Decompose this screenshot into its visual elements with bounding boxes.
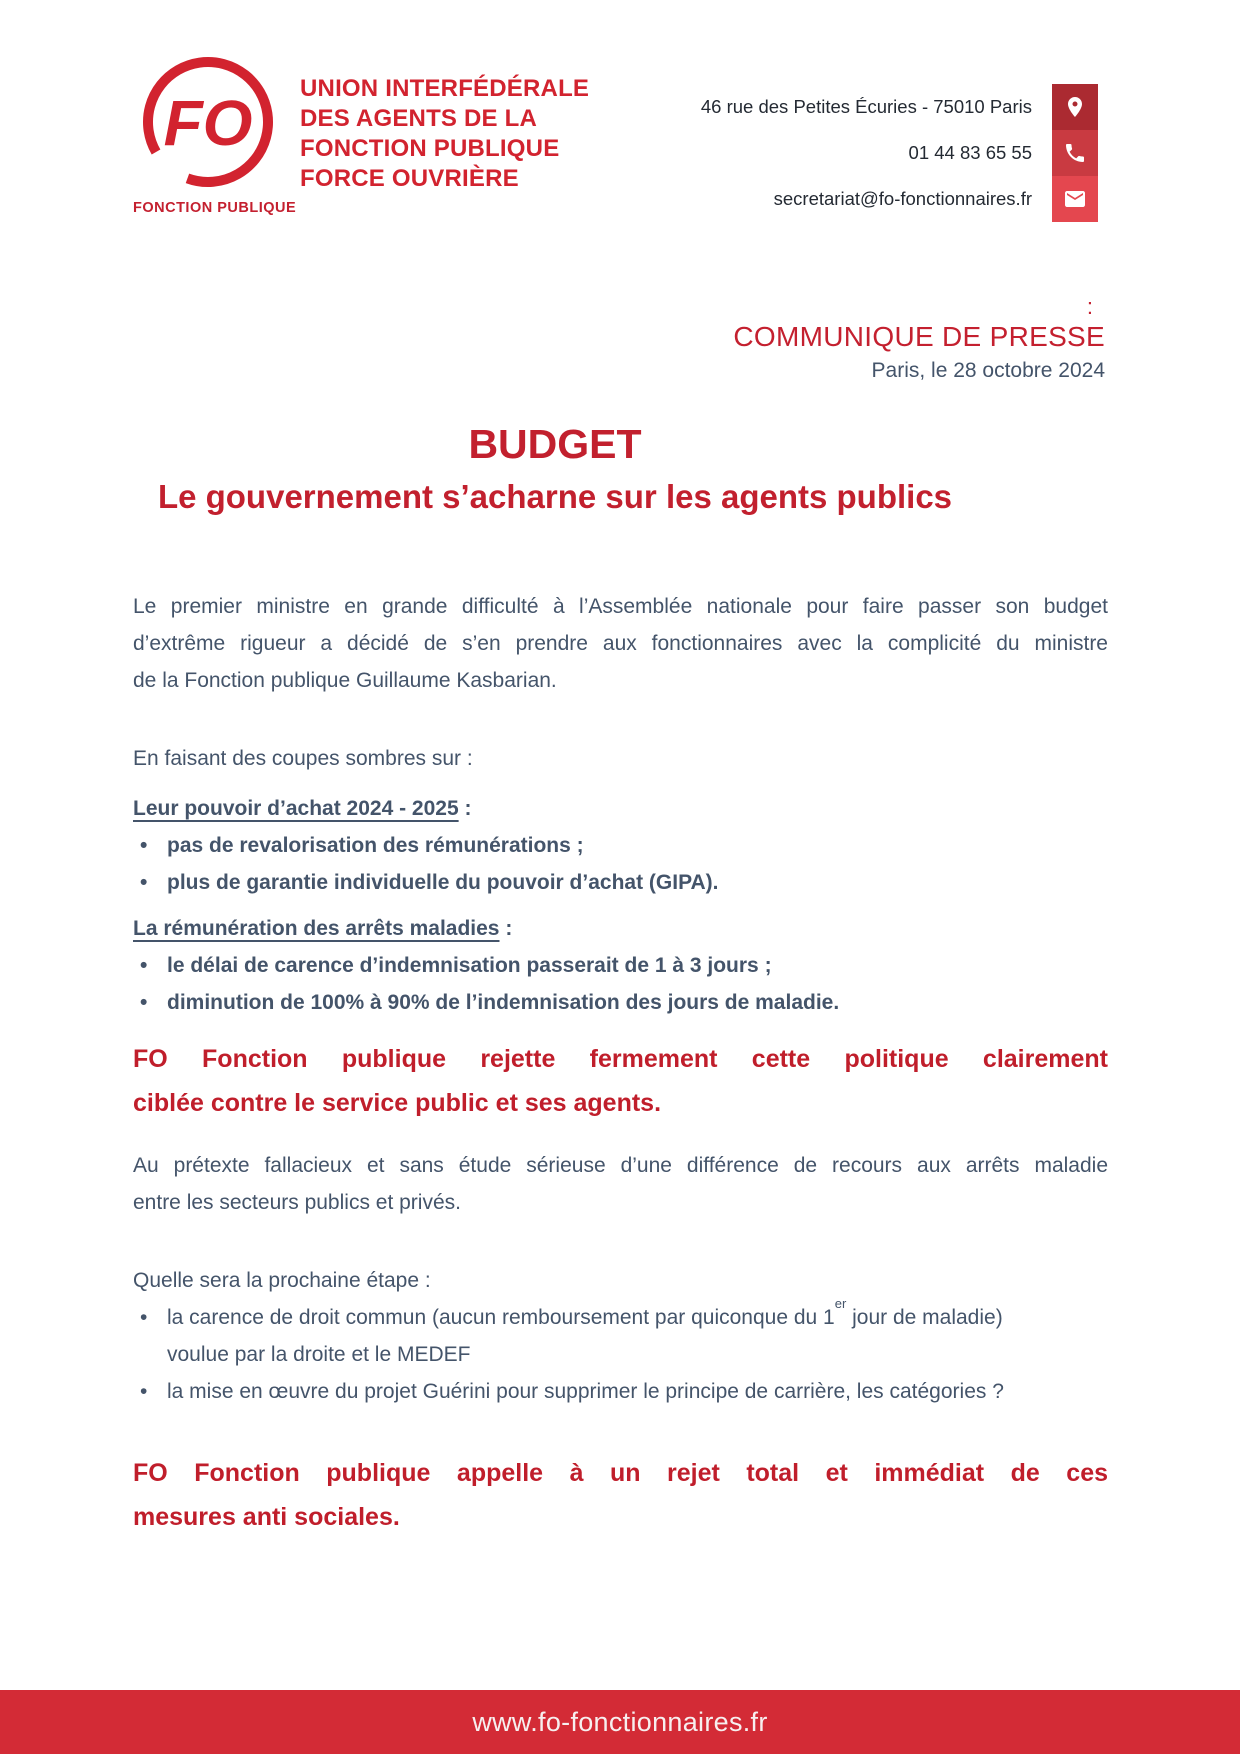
pretext-paragraph (133, 1147, 1108, 1221)
contact-row-email (701, 176, 1098, 222)
statement-reject (133, 1037, 1108, 1125)
bullet-item: • diminution de 100% à 90% de l’indemnisation des jours de maladie. (133, 984, 1108, 1021)
headline-budget: BUDGET (468, 421, 642, 467)
press-dateline: Paris, le 28 octobre 2024 (871, 359, 1105, 382)
headline-subtitle: Le gouvernement s’acharne sur les agents publics (157, 478, 953, 515)
statement-line: FO Fonction publique appelle à un rejet total et immédiat de ces (133, 1459, 1108, 1487)
phone-text: 01 44 83 65 55 (908, 142, 1032, 163)
contact-row-phone (701, 130, 1098, 176)
bullet-dot: • (140, 954, 148, 977)
bullet-item (133, 1296, 1108, 1336)
paragraph-line: Au prétexte fallacieux et sans étude sérieuse d’une différence de recours aux arrêts maladie (133, 1154, 1108, 1177)
statement-line: mesures anti sociales. (133, 1503, 400, 1531)
bullet-dot: • (140, 991, 148, 1014)
org-line: DES AGENTS DE LA (300, 105, 538, 132)
headline-block (133, 420, 977, 518)
footer-bar (0, 1690, 1240, 1754)
section-heading-pouvoir-achat: Leur pouvoir d’achat 2024 - 2025 : (133, 797, 472, 820)
contact-row-address (701, 84, 1098, 130)
bullet-continuation: voulue par la droite et le MEDEF (167, 1343, 471, 1366)
cuts-intro: En faisant des coupes sombres sur : (133, 747, 473, 770)
phone-icon (1052, 130, 1098, 176)
statement-line: ciblée contre le service public et ses agents. (133, 1089, 662, 1117)
statement-line: FO Fonction publique rejette fermement cette politique clairement (133, 1045, 1108, 1073)
footer-url: www.fo-fonctionnaires.fr (472, 1706, 768, 1737)
org-name-block (300, 74, 589, 194)
org-line: FORCE OUVRIÈRE (300, 165, 519, 192)
statement-appeal (133, 1451, 1108, 1539)
superscript-er: er (834, 1296, 847, 1311)
bullet-text: la carence de droit commun (aucun remboursement par quiconque du 1er jour de maladie) (167, 1296, 1003, 1329)
contact-block (701, 84, 1098, 222)
org-line: UNION INTERFÉDÉRALE (300, 75, 590, 102)
location-pin-icon (1052, 84, 1098, 130)
fo-logo-circle-icon (137, 52, 279, 194)
email-text: secretariat@fo-fonctionnaires.fr (773, 188, 1032, 209)
bullet-item: • plus de garantie individuelle du pouvoir d’achat (GIPA). (133, 864, 1108, 901)
intro-paragraph (133, 588, 1108, 699)
paragraph-line: entre les secteurs publics et privés. (133, 1191, 461, 1214)
address-text: 46 rue des Petites Écuries - 75010 Paris (700, 96, 1032, 117)
section-heading-arrets-maladies: La rémunération des arrêts maladies : (133, 917, 513, 940)
bullet-dot: • (140, 1380, 148, 1403)
paragraph-line: de la Fonction publique Guillaume Kasbarian. (133, 669, 557, 692)
bullet-dot: • (140, 834, 148, 857)
org-line: FONCTION PUBLIQUE (300, 135, 560, 162)
fo-logo-letters: FO (163, 87, 253, 159)
bullet-item: • la mise en œuvre du projet Guérini pour supprimer le principe de carrière, les catégories ? (133, 1373, 1108, 1410)
press-title: COMMUNIQUE DE PRESSE (733, 321, 1105, 352)
press-release-heading (733, 294, 1105, 385)
bullet-dot: • (140, 1306, 148, 1329)
next-step-intro: Quelle sera la prochaine étape : (133, 1269, 431, 1292)
bullet-item: • le délai de carence d’indemnisation passerait de 1 à 3 jours ; (133, 947, 1108, 984)
paragraph-line: d’extrême rigueur a décidé de s’en prendre aux fonctionnaires avec la complicité du ministre (133, 632, 1108, 655)
bullet-item: • pas de revalorisation des rémunérations ; (133, 827, 1108, 864)
envelope-icon (1052, 176, 1098, 222)
logo-caption: FONCTION PUBLIQUE (133, 200, 297, 216)
document-body (133, 588, 1108, 1539)
paragraph-line: Le premier ministre en grande difficulté à l’Assemblée nationale pour faire passer son budget (133, 595, 1108, 618)
fo-logo (133, 52, 297, 216)
bullet-dot: • (140, 871, 148, 894)
press-colon: : (1086, 294, 1093, 319)
